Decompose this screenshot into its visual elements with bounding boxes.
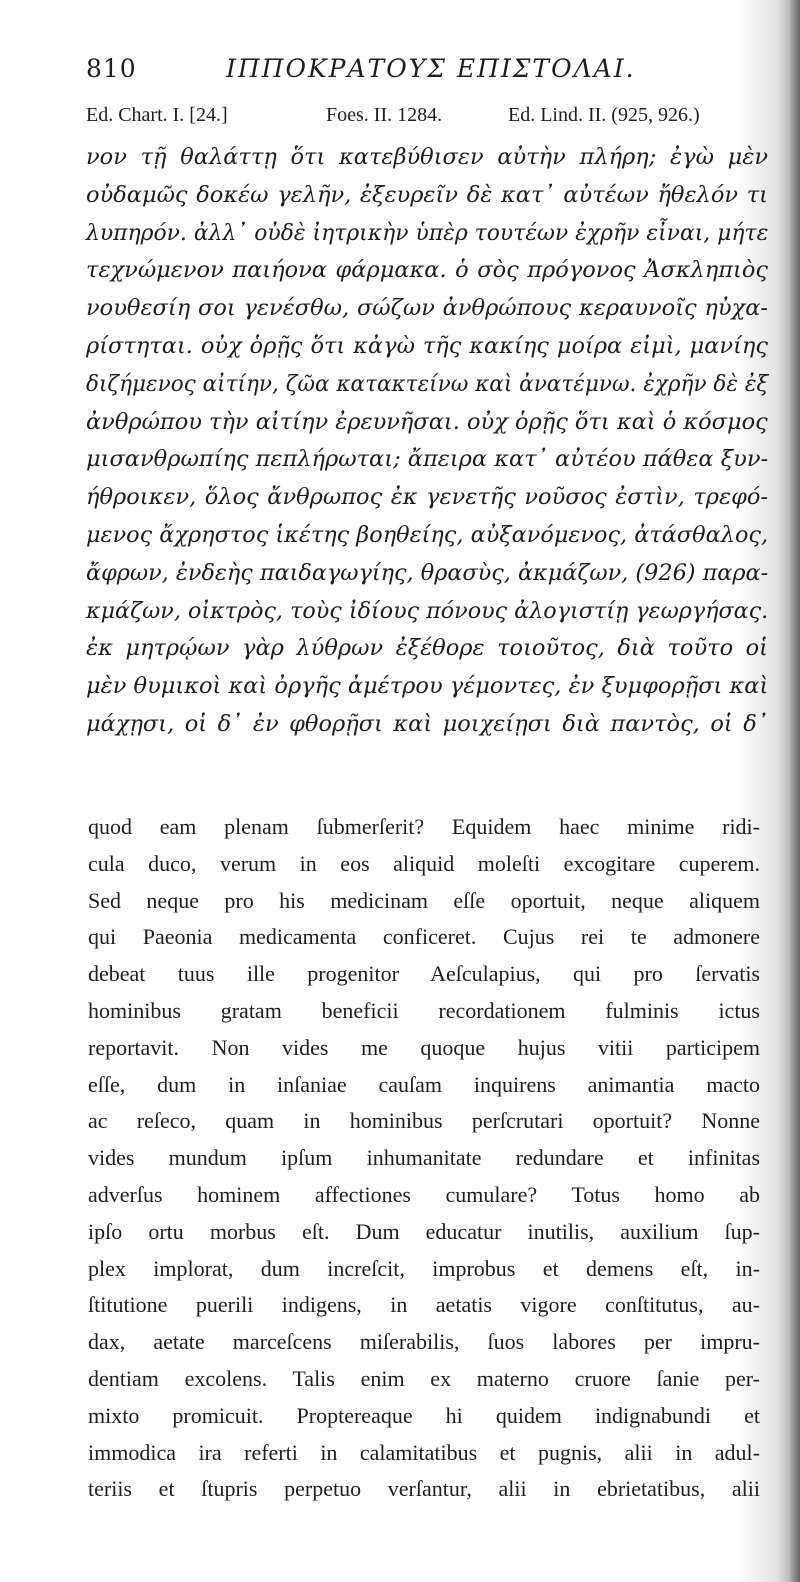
edition-references — [86, 104, 766, 134]
running-title: ΙΠΠΟΚΡΑΤΟΥΣ ΕΠΙΣΤΟΛΑΙ. — [226, 54, 636, 83]
linden-edition-ref: Ed. Lind. II. (925, 926.) — [508, 104, 700, 126]
latin-text-line: quod eam plenam ſubmerſerit? Equidem haec minime ridi- — [88, 814, 760, 839]
latin-translation-block — [88, 809, 760, 1508]
greek-text-line: νουθεσίη σοι γενέσθω, σώζων ἀνθρώπους κεραυνοῖς ηὐχα- — [86, 295, 768, 322]
latin-text-line: ipſo ortu morbus eſt. Dum educatur inutilis, auxilium ſup- — [88, 1218, 760, 1244]
greek-text-line: λυπηρόν. ἀλλ᾽ οὐδὲ ἰητρικὴν ὑπὲρ τουτέων ἐχρῆν εἶναι, μήτε — [86, 219, 769, 246]
latin-text-line: teriis et ſtupris perpetuo verſantur, alii in ebrietatibus, alii — [88, 1476, 760, 1502]
greek-text-line: μισανθρωπίης πεπλήρωται; ἄπειρα κατ᾽ αὐτέου πάθεα ξυν- — [86, 446, 769, 473]
page-number: 810 — [86, 54, 137, 83]
page-header — [86, 52, 776, 92]
greek-text-line: μενος ἄχρηστος ἱκέτης βοηθείης, αὐξανόμενος, ἀτάσθαλος, — [86, 521, 769, 548]
latin-text-line: Sed neque pro his medicinam eſſe oportuit, neque aliquem — [88, 887, 760, 913]
latin-text-line: dax, aetate marceſcens miſerabilis, ſuos labores per impru- — [88, 1329, 760, 1355]
page-binding-edge — [790, 0, 800, 1582]
greek-text-line: τεχνώμενον παιήονα φάρμακα. ὁ σὸς πρόγονος Ἀσκληπιὸς — [86, 257, 768, 284]
chartier-edition-ref: Ed. Chart. I. [24.] — [86, 104, 228, 126]
latin-text-line: eſſe, dum in inſaniae cauſam inquirens animantia macto — [88, 1071, 760, 1097]
latin-text-line: qui Paeonia medicamenta conficeret. Cujus rei te admonere — [88, 924, 760, 950]
foesius-edition-ref: Foes. II. 1284. — [326, 104, 443, 126]
greek-text-line: οὐδαμῶς δοκέω γελῆν, ἐξευρεῖν δὲ κατ᾽ αὐτέων ἤθελόν τι — [86, 181, 768, 208]
greek-text-line: ἀνθρώπου τὴν αἰτίην ἐρευνῆσαι. οὐχ ὁρῇς ὅτι καὶ ὁ κόσμος — [86, 408, 768, 435]
greek-text-line: ἐκ μητρῴων γὰρ λύθρων ἐξέθορε τοιοῦτος, διὰ τοῦτο οἱ — [86, 635, 768, 662]
latin-text-line: adverſus hominem affectiones cumulare? Totus homo ab — [88, 1181, 760, 1207]
latin-text-line: dentiam excolens. Talis enim ex materno cruore ſanie per- — [88, 1365, 760, 1391]
greek-text-line: ήθροικεν, ὅλος ἄνθρωπος ἐκ γενετῆς νοῦσος ἐστὶν, τρεφό- — [86, 484, 768, 511]
latin-text-line: cula duco, verum in eos aliquid moleſti excogitare cuperem. — [88, 850, 760, 876]
greek-text-line: ρίστηται. οὐχ ὁρῇς ὅτι κἀγὼ τῆς κακίης μοίρα εἰμὶ, μανίης — [86, 332, 768, 359]
latin-text-line: plex implorat, dum increſcit, improbus et demens eſt, in- — [88, 1255, 760, 1281]
greek-text-line: κμάζων, οἰκτρὸς, τοὺς ἰδίους πόνους ἀλογιστίῃ γεωργήσας. — [86, 597, 769, 624]
latin-text-line: immodica ira referti in calamitatibus et pugnis, alii in adul- — [88, 1439, 760, 1465]
latin-text-line: ac reſeco, quam in hominibus perſcrutari oportuit? Nonne — [88, 1108, 760, 1134]
latin-text-line: vides mundum ipſum inhumanitate redundare et infinitas — [88, 1145, 760, 1171]
latin-text-line: reportavit. Non vides me quoque hujus vitii participem — [88, 1034, 760, 1060]
greek-text-line: μὲν θυμικοὶ καὶ ὀργῆς ἀμέτρου γέμοντες, ἐν ξυμφορῇσι καὶ — [86, 673, 769, 700]
latin-text-line: ſtitutione puerili indigens, in aetatis vigore conſtitutus, au- — [88, 1292, 760, 1318]
greek-text-line: διζήμενος αἰτίην, ζῶα κατακτείνω καὶ ἀνατέμνω. ἐχρῆν δὲ ἐξ — [86, 370, 769, 397]
latin-text-line: hominibus gratam beneficii recordationem fulminis ictus — [88, 997, 760, 1023]
greek-text-block — [86, 139, 768, 744]
latin-text-line: mixto promicuit. Proptereaque hi quidem indignabundi et — [88, 1402, 760, 1428]
greek-text-line: μάχῃσι, οἱ δ᾽ ἐν φθορῇσι καὶ μοιχείῃσι διὰ παντὸς, οἱ δ᾽ — [86, 710, 768, 737]
latin-text-line: debeat tuus ille progenitor Aeſculapius, qui pro ſervatis — [88, 961, 760, 987]
greek-text-line: νον τῇ θαλάττῃ ὅτι κατεβύθισεν αὐτὴν πλήρη; ἐγὼ μὲν — [86, 144, 768, 170]
greek-text-line: ἄφρων, ἐνδεὴς παιδαγωγίης, θρασὺς, ἀκμάζων, (926) παρα- — [86, 559, 769, 586]
